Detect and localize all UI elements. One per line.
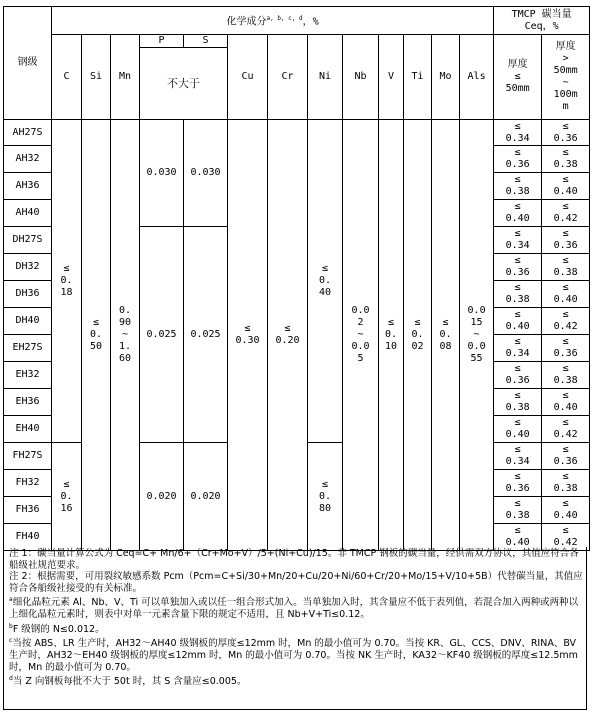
- value-s-a: 0.030: [184, 120, 228, 227]
- grade-cell: AH36: [4, 173, 52, 200]
- ceq-gt-50: ≤ 0.38: [542, 362, 590, 389]
- grade-cell: EH40: [4, 416, 52, 443]
- grade-cell: FH32: [4, 470, 52, 497]
- header-tmcp-ceq: TMCP 碳当量 Ceq，%: [494, 7, 590, 35]
- note-2: 注 2：根据需要，可用裂纹敏感系数 Pcm（Pcm=C+Si/30+Mn/20+Cu/20+Ni/60+Cr/20+Mo/15+V/10+5B）代替碳当量，其值应符合各船级社接受的有关标准。: [9, 571, 583, 594]
- ceq-gt-50: ≤ 0.38: [542, 146, 590, 173]
- ceq-le-50: ≤ 0.38: [494, 389, 542, 416]
- footnote-b: $^b$F 级钢的 N≤0.012。: [9, 622, 105, 635]
- value-s-de: 0.025: [184, 227, 228, 443]
- value-ni-ade: ≤ 0. 40: [308, 120, 343, 443]
- ceq-gt-50: ≤ 0.40: [542, 281, 590, 308]
- ceq-gt-50: ≤ 0.42: [542, 524, 590, 551]
- ceq-le-50: ≤ 0.38: [494, 173, 542, 200]
- ceq-gt-50: ≤ 0.40: [542, 497, 590, 524]
- grade-cell: AH32: [4, 146, 52, 173]
- grade-cell: EH32: [4, 362, 52, 389]
- ceq-le-50: ≤ 0.36: [494, 470, 542, 497]
- ceq-gt-50: ≤ 0.40: [542, 173, 590, 200]
- grade-cell: DH32: [4, 254, 52, 281]
- value-als: 0.0 15 ~ 0.0 55: [460, 120, 494, 551]
- value-mn: 0. 90 ~ 1. 60: [111, 120, 140, 551]
- grade-cell: DH40: [4, 308, 52, 335]
- grade-cell: EH36: [4, 389, 52, 416]
- value-c-ade: ≤ 0. 18: [52, 120, 82, 443]
- value-p-de: 0.025: [140, 227, 184, 443]
- ceq-le-50: ≤ 0.34: [494, 120, 542, 146]
- ceq-gt-50: ≤ 0.42: [542, 416, 590, 443]
- header-c: C: [52, 35, 82, 120]
- header-cu: Cu: [228, 35, 268, 120]
- ceq-gt-50: ≤ 0.36: [542, 443, 590, 470]
- ceq-le-50: ≤ 0.40: [494, 524, 542, 551]
- grade-cell: AH40: [4, 200, 52, 227]
- header-chemical-composition: 化学成分$^{a, b, c, d}$，%: [52, 7, 494, 35]
- value-v: ≤ 0. 10: [379, 120, 404, 551]
- ceq-gt-50: ≤ 0.42: [542, 308, 590, 335]
- ceq-le-50: ≤ 0.34: [494, 227, 542, 254]
- header-s: S: [184, 35, 228, 48]
- ceq-le-50: ≤ 0.34: [494, 443, 542, 470]
- value-p-f: 0.020: [140, 443, 184, 551]
- header-si: Si: [82, 35, 111, 120]
- ceq-gt-50: ≤ 0.36: [542, 227, 590, 254]
- header-p: P: [140, 35, 184, 48]
- value-ni-f: ≤ 0. 80: [308, 443, 343, 551]
- ceq-le-50: ≤ 0.36: [494, 146, 542, 173]
- ceq-le-50: ≤ 0.38: [494, 281, 542, 308]
- header-nb: Nb: [343, 35, 379, 120]
- grade-cell: FH40: [4, 524, 52, 551]
- footnote-d: $^d$当 Z 向钢板每批不大于 50t 时，其 S 含量应≤0.005。: [9, 675, 247, 688]
- grade-cell: AH27S: [4, 120, 52, 146]
- ceq-le-50: ≤ 0.40: [494, 416, 542, 443]
- footnote-c: $^c$当按 ABS、LR 生产时，AH32～AH40 级钢板的厚度≤12mm 时，Mn 的最小值可为 0.70。当按 KR、GL、CCS、DNV、RINA、BV 生产时，AH32～EH40 级钢板的厚度≤12mm 时，Mn 的最小值可为 0.70。当按 NK 生产时，KA32～KF40 级钢板的厚度≤12.5mm 时，Mn 的最小值可为 0.70。: [9, 637, 578, 673]
- value-cr: ≤ 0.20: [268, 120, 308, 551]
- header-not-more-than: 不大于: [140, 48, 228, 120]
- value-cu: ≤ 0.30: [228, 120, 268, 551]
- ceq-le-50: ≤ 0.38: [494, 497, 542, 524]
- value-ti: ≤ 0. 02: [404, 120, 432, 551]
- ceq-gt-50: ≤ 0.38: [542, 470, 590, 497]
- value-s-f: 0.020: [184, 443, 228, 551]
- grade-cell: DH27S: [4, 227, 52, 254]
- ceq-gt-50: ≤ 0.38: [542, 254, 590, 281]
- ceq-le-50: ≤ 0.34: [494, 335, 542, 362]
- footnote-a: $^a$细化晶粒元素 Al、Nb、V、Ti 可以单独加入或以任一组合形式加入。当单独加入时，其含量应不低于表列值，若混合加入两种或两种以上细化晶粒元素时，则表中对单一元素含量下限的规定不适用，且 Nb+V+Ti≤0.12。: [9, 596, 579, 621]
- ceq-gt-50: ≤ 0.42: [542, 200, 590, 227]
- value-p-a: 0.030: [140, 120, 184, 227]
- ceq-le-50: ≤ 0.40: [494, 200, 542, 227]
- header-mn: Mn: [111, 35, 140, 120]
- header-cr: Cr: [268, 35, 308, 120]
- ceq-gt-50: ≤ 0.36: [542, 335, 590, 362]
- grade-cell: DH36: [4, 281, 52, 308]
- header-als: Als: [460, 35, 494, 120]
- header-ti: Ti: [404, 35, 432, 120]
- note-1: 注 1：碳当量计算公式为 Ceq=C+ Mn/6+（Cr+Mo+V）/5+(Ni+Cu)/15。非 TMCP 钢板的碳当量，经供需双方协议，其值应符合各船级社规范要求。: [9, 548, 579, 571]
- value-c-f: ≤ 0. 16: [52, 443, 82, 551]
- grade-cell: FH27S: [4, 443, 52, 470]
- value-nb: 0.0 2 ~ 0.0 5: [343, 120, 379, 551]
- table-notes: [3, 547, 587, 710]
- ceq-le-50: ≤ 0.40: [494, 308, 542, 335]
- ceq-le-50: ≤ 0.36: [494, 254, 542, 281]
- grade-cell: EH27S: [4, 335, 52, 362]
- header-grade: 钢级: [4, 7, 52, 120]
- ceq-gt-50: ≤ 0.36: [542, 120, 590, 146]
- header-thickness-le-50: 厚度 ≤ 50mm: [494, 35, 542, 120]
- ceq-le-50: ≤ 0.36: [494, 362, 542, 389]
- ceq-gt-50: ≤ 0.40: [542, 389, 590, 416]
- grade-cell: FH36: [4, 497, 52, 524]
- header-v: V: [379, 35, 404, 120]
- chemical-composition-table: [3, 6, 590, 551]
- header-mo: Mo: [432, 35, 460, 120]
- header-thickness-50-100: 厚度 > 50mm ~ 100m m: [542, 35, 590, 120]
- value-mo: ≤ 0. 08: [432, 120, 460, 551]
- header-ni: Ni: [308, 35, 343, 120]
- value-si: ≤ 0. 50: [82, 120, 111, 551]
